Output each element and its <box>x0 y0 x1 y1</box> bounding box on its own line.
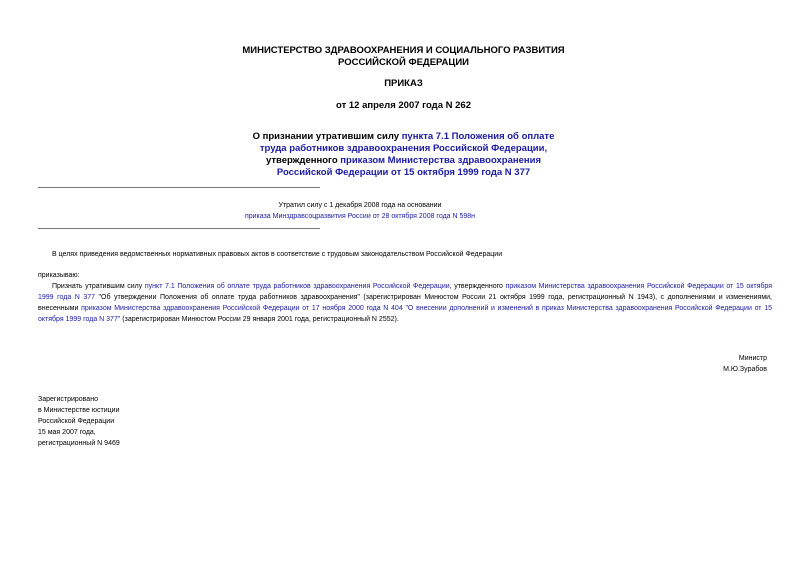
revoked-notice <box>160 200 560 222</box>
doc-title <box>0 131 807 179</box>
body-link-order-404-title[interactable]: "О внесении дополнений и изменений в приказ Министерства здравоохранения Российской Федерации от 15 октября 1999 года N 377" <box>38 305 772 323</box>
registration-line-5: регистрационный N 9469 <box>38 440 120 447</box>
body-text-1: Признать утратившим силу <box>52 283 145 290</box>
title-prefix: О признании утратившим силу <box>252 131 402 142</box>
title-link-order[interactable]: приказом Министерства здравоохранения <box>340 155 542 166</box>
ministry-heading <box>0 45 807 69</box>
revoked-link[interactable]: приказа Минздравсоцразвития России от 28 октября 2008 года N 598н <box>244 213 476 220</box>
body-text-2: , утвержденного <box>449 283 506 290</box>
title-line-3 <box>0 155 807 167</box>
registration-line-2: в Министерстве юстиции <box>38 407 120 414</box>
title-link-clause[interactable]: пункта 7.1 Положения об оплате <box>401 131 555 142</box>
divider-bottom <box>38 228 320 229</box>
signature-name: М.Ю.Зурабов <box>723 366 767 373</box>
registration-line-3: Российской Федерации <box>38 418 115 425</box>
signature-block <box>723 353 767 375</box>
signature-position: Министр <box>738 355 767 362</box>
doc-type: ПРИКАЗ <box>384 78 423 89</box>
order-word: приказываю: <box>38 272 80 279</box>
title-line-2 <box>0 143 807 155</box>
body-link-order-377[interactable]: приказом Министерства здравоохранения Российской Федерации от 15 октября 1999 года N 377 <box>38 283 772 301</box>
ministry-line-1: МИНИСТЕРСТВО ЗДРАВООХРАНЕНИЯ И СОЦИАЛЬНОГО РАЗВИТИЯ <box>242 45 565 56</box>
revoked-line: Утратил силу с 1 декабря 2008 года на основании <box>278 202 442 209</box>
preamble: В целях приведения ведомственных нормативных правовых актов в соответствие с трудовым законодательством Российской Федерации <box>52 251 503 258</box>
title-link-clause-cont[interactable]: труда работников здравоохранения Российской Федерации, <box>259 143 548 154</box>
title-middle: утвержденного <box>265 155 341 166</box>
body-link-order-404[interactable]: приказом Министерства здравоохранения Российской Федерации от 17 ноября 2000 года N 404 <box>81 305 403 312</box>
title-link-order-cont[interactable]: Российской Федерации от 15 октября 1999 года N 377 <box>276 167 531 178</box>
order-body <box>38 281 772 325</box>
registration-line-4: 15 мая 2007 года, <box>38 429 96 436</box>
body-text-3: "Об утверждении Положения об оплате труда работников здравоохранения" (зарегистрирован Минюстом России 21 октября 1999 года, регистрационный N 1943), с дополнениями и изменениями, внесенными <box>38 294 772 312</box>
title-line-4 <box>0 167 807 179</box>
registration-line-1: Зарегистрировано <box>38 396 98 403</box>
title-line-1 <box>0 131 807 143</box>
doc-date-number: от 12 апреля 2007 года N 262 <box>336 100 471 111</box>
body-link-clause[interactable]: пункт 7.1 Положения об оплате труда работников здравоохранения Российской Федерации <box>144 283 450 290</box>
registration-block <box>38 394 120 449</box>
ministry-line-2: РОССИЙСКОЙ ФЕДЕРАЦИИ <box>337 57 469 68</box>
divider-top <box>38 187 320 188</box>
body-text-5: (зарегистрирован Минюстом России 29 января 2001 года, регистрационный N 2552). <box>120 316 399 323</box>
